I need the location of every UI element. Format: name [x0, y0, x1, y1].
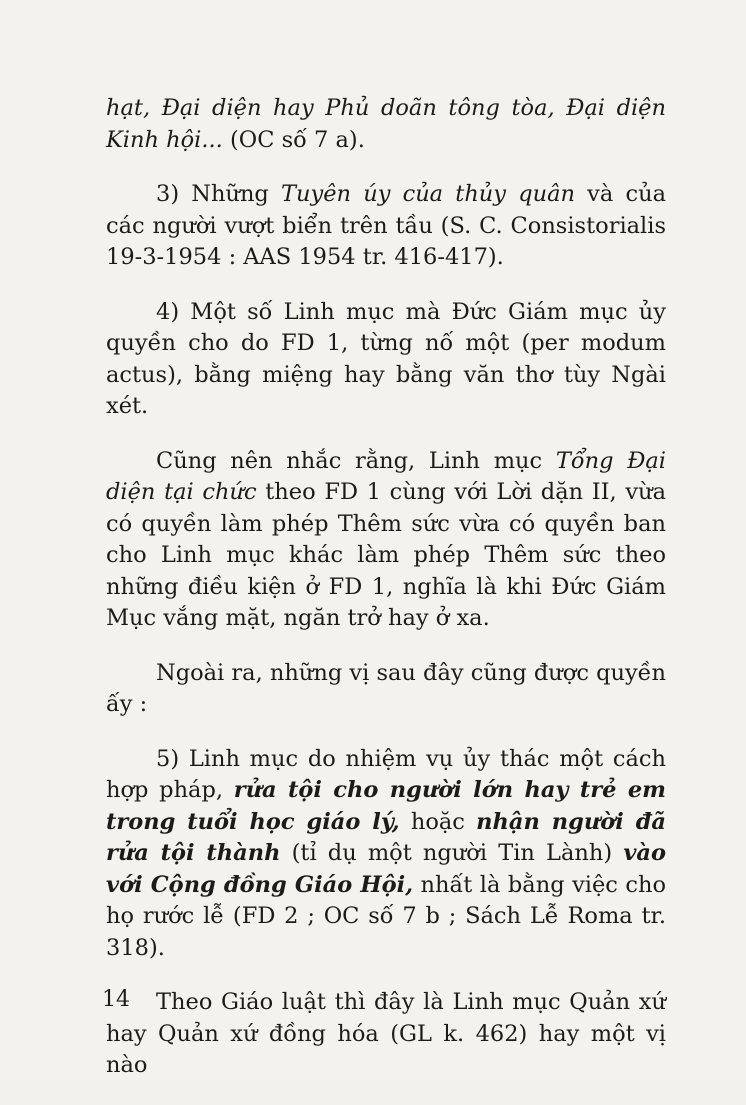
text-segment: Cũng nên nhắc rằng, Linh mục [156, 447, 556, 474]
text-segment: Theo Giáo luật thì đây là Linh mục Quản xứ hay Quản xứ đồng hóa (GL k. 462) hay một vị nào [106, 989, 666, 1078]
text-segment: nhận người đã rửa tội thành [106, 808, 667, 866]
paragraph-2 [106, 179, 666, 274]
text-segment: vào với Cộng đồng Giáo Hội, [106, 840, 666, 898]
paragraph-6 [106, 744, 666, 965]
text-segment: nhất là bằng việc cho họ rước lễ (FD 2 ; OC số 7 b ; Sách Lễ Roma tr. 318). [106, 871, 666, 961]
page-number: 14 [102, 987, 130, 1012]
text-segment: 3) Những [156, 181, 282, 207]
text-segment: (tỉ dụ một người Tin Lành) [280, 840, 624, 866]
text-segment: 4) Một số Linh mục mà Đức Giám mục ủy quyền cho do FD 1, từng nố một (per modum actus), bằng miệng hay bằng văn thơ tùy Ngài xét. [106, 298, 666, 419]
text-segment: Tuyên úy của thủy quân [281, 181, 575, 207]
paragraph-4 [106, 446, 666, 635]
text-segment: 5) Linh mục do nhiệm vụ ủy thác một cách hợp pháp, [106, 745, 666, 803]
paragraph-3 [106, 297, 666, 423]
text-segment: (OC số 7 a). [222, 126, 365, 153]
text-segment: rửa tội cho người lớn hay trẻ em trong tuổi học giáo lý, [106, 777, 666, 835]
text-segment: theo FD 1 cùng với Lời dặn II, vừa có quyền làm phép Thêm sức vừa có quyền ban cho Linh mục khác làm phép Thêm sức theo những điều kiện ở FD 1, nghĩa là khi Đức Giám Mục vắng mặt, ngăn trở hay ở xa. [106, 479, 666, 631]
paragraph-5 [106, 658, 666, 721]
text-segment: và của các người vượt biển trên tầu (S. C. Consistorialis 19-3-1954 : AAS 1954 tr. 416-417). [106, 181, 666, 270]
paragraph-7 [106, 987, 666, 1082]
paragraph-1 [106, 93, 666, 156]
text-segment: hoặc [399, 808, 477, 835]
text-segment: hạt, Đại diện hay Phủ doãn tông tòa, Đại diện Kinh hội... [106, 95, 666, 153]
body-text [106, 93, 666, 1105]
text-segment: Tổng Đại diện tại chức [106, 447, 666, 505]
text-segment: Ngoài ra, những vị sau đây cũng được quyền ấy : [106, 659, 667, 717]
